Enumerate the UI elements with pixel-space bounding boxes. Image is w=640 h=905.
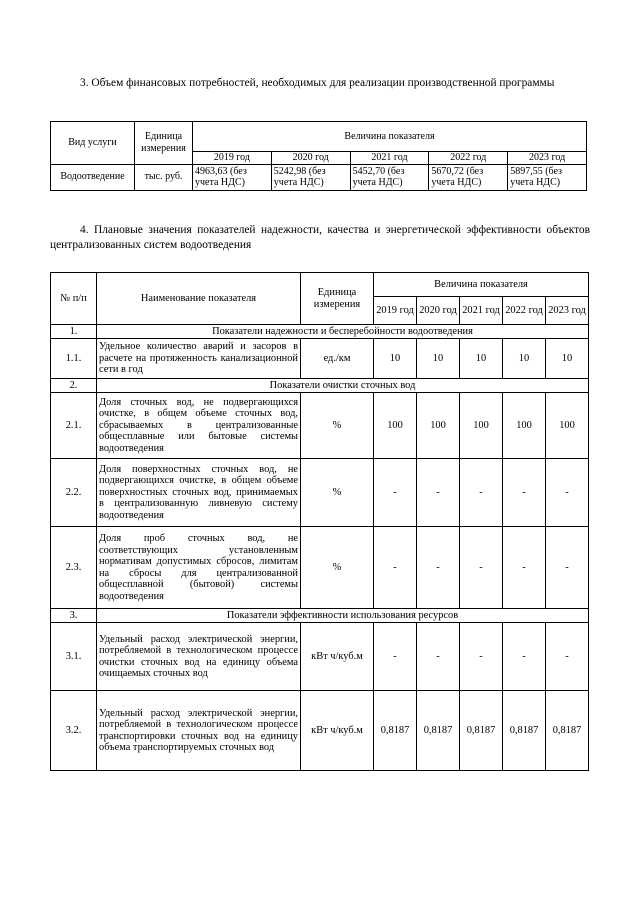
value-cell: - (374, 527, 417, 609)
value-cell: 100 (374, 393, 417, 459)
value-cell: 5242,98 (без учета НДС) (271, 164, 350, 190)
row-number: 2.2. (51, 459, 97, 527)
group-title: Показатели эффективности использования ресурсов (97, 609, 589, 623)
col-value-header: Величина показателя (374, 273, 589, 297)
section-3-heading: 3. Объем финансовых потребностей, необходимых для реализации производственной программы (80, 77, 555, 89)
value-cell: 5897,55 (без учета НДС) (508, 164, 587, 190)
year-header: 2022 год (429, 152, 508, 165)
value-cell: 10 (503, 339, 546, 379)
value-cell: - (417, 527, 460, 609)
value-cell: 10 (546, 339, 589, 379)
table-row (51, 393, 589, 459)
value-cell: - (546, 459, 589, 527)
indicator-name: Доля сточных вод, не подвергающихся очистке, в общем объеме сточных вод, сбрасываемых в централизованные общесплавные или бытовые системы водоотведения (97, 393, 301, 459)
value-cell: - (546, 623, 589, 691)
value-cell: - (374, 459, 417, 527)
service-cell: Водоотведение (51, 164, 135, 190)
year-header: 2021 год (460, 297, 503, 325)
value-cell: 10 (460, 339, 503, 379)
table-row (51, 339, 589, 379)
indicator-name: Удельное количество аварий и засоров в расчете на протяженность канализационной сети в год (97, 339, 301, 379)
unit-cell: % (301, 527, 374, 609)
year-header: 2021 год (350, 152, 429, 165)
unit-cell: % (301, 393, 374, 459)
indicator-name: Удельный расход электрической энергии, потребляемой в технологическом процессе транспортировки сточных вод на единицу объема транспортируемых сточных вод (97, 691, 301, 771)
value-cell: - (460, 527, 503, 609)
value-cell: - (503, 527, 546, 609)
unit-cell: тыс. руб. (135, 164, 193, 190)
table-row (51, 459, 589, 527)
row-number: 1.1. (51, 339, 97, 379)
indicator-name: Удельный расход электрической энергии, потребляемой в технологическом процессе очистки сточных вод на единицу объема очищаемых сточных вод (97, 623, 301, 691)
value-cell: - (546, 527, 589, 609)
col-num-header: № п/п (51, 273, 97, 325)
value-cell: - (417, 623, 460, 691)
value-cell: 10 (417, 339, 460, 379)
value-cell: - (460, 623, 503, 691)
row-number: 3.2. (51, 691, 97, 771)
value-cell: - (503, 459, 546, 527)
indicator-name: Доля поверхностных сточных вод, не подвергающихся очистке, в общем объеме поверхностных сточных вод, принимаемых в централизованную ливневую систему водоотведения (97, 459, 301, 527)
col-service-header: Вид услуги (51, 122, 135, 165)
value-cell: - (417, 459, 460, 527)
value-cell: 100 (546, 393, 589, 459)
col-unit-header: Единица измерения (135, 122, 193, 165)
year-header: 2019 год (374, 297, 417, 325)
value-cell: 10 (374, 339, 417, 379)
financial-needs-table (50, 121, 587, 191)
group-number: 2. (51, 379, 97, 393)
year-header: 2023 год (508, 152, 587, 165)
value-cell: 5452,70 (без учета НДС) (350, 164, 429, 190)
indicator-name: Доля проб сточных вод, не соответствующих установленным нормативам допустимых сбросов, лимитам на сбросы для централизованной общесплавной (бытовой) системы водоотведения (97, 527, 301, 609)
table-row (51, 164, 587, 190)
value-cell: 0,8187 (460, 691, 503, 771)
group-title: Показатели надежности и бесперебойности водоотведения (97, 325, 589, 339)
group-row (51, 325, 589, 339)
row-number: 2.1. (51, 393, 97, 459)
year-header: 2022 год (503, 297, 546, 325)
table-row (51, 691, 589, 771)
value-cell: 0,8187 (503, 691, 546, 771)
value-cell: - (503, 623, 546, 691)
group-row (51, 609, 589, 623)
year-header: 2020 год (417, 297, 460, 325)
table-row (51, 527, 589, 609)
value-cell: 100 (503, 393, 546, 459)
value-cell: 5670,72 (без учета НДС) (429, 164, 508, 190)
row-number: 3.1. (51, 623, 97, 691)
value-cell: 0,8187 (546, 691, 589, 771)
unit-cell: ед./км (301, 339, 374, 379)
group-number: 3. (51, 609, 97, 623)
col-unit-header: Единица измерения (301, 273, 374, 325)
year-header: 2020 год (271, 152, 350, 165)
col-value-header: Величина показателя (193, 122, 587, 152)
value-cell: 0,8187 (374, 691, 417, 771)
indicators-table (50, 272, 589, 771)
year-header: 2019 год (193, 152, 272, 165)
value-cell: - (374, 623, 417, 691)
value-cell: 0,8187 (417, 691, 460, 771)
col-name-header: Наименование показателя (97, 273, 301, 325)
value-cell: 100 (417, 393, 460, 459)
value-cell: 100 (460, 393, 503, 459)
table-row (51, 623, 589, 691)
group-title: Показатели очистки сточных вод (97, 379, 589, 393)
section-4-heading: 4. Плановые значения показателей надежности, качества и энергетической эффективности объектов централизованных систем водоотведения (50, 224, 590, 251)
unit-cell: кВт ч/куб.м (301, 623, 374, 691)
year-header: 2023 год (546, 297, 589, 325)
unit-cell: % (301, 459, 374, 527)
group-row (51, 379, 589, 393)
unit-cell: кВт ч/куб.м (301, 691, 374, 771)
value-cell: - (460, 459, 503, 527)
value-cell: 4963,63 (без учета НДС) (193, 164, 272, 190)
row-number: 2.3. (51, 527, 97, 609)
group-number: 1. (51, 325, 97, 339)
